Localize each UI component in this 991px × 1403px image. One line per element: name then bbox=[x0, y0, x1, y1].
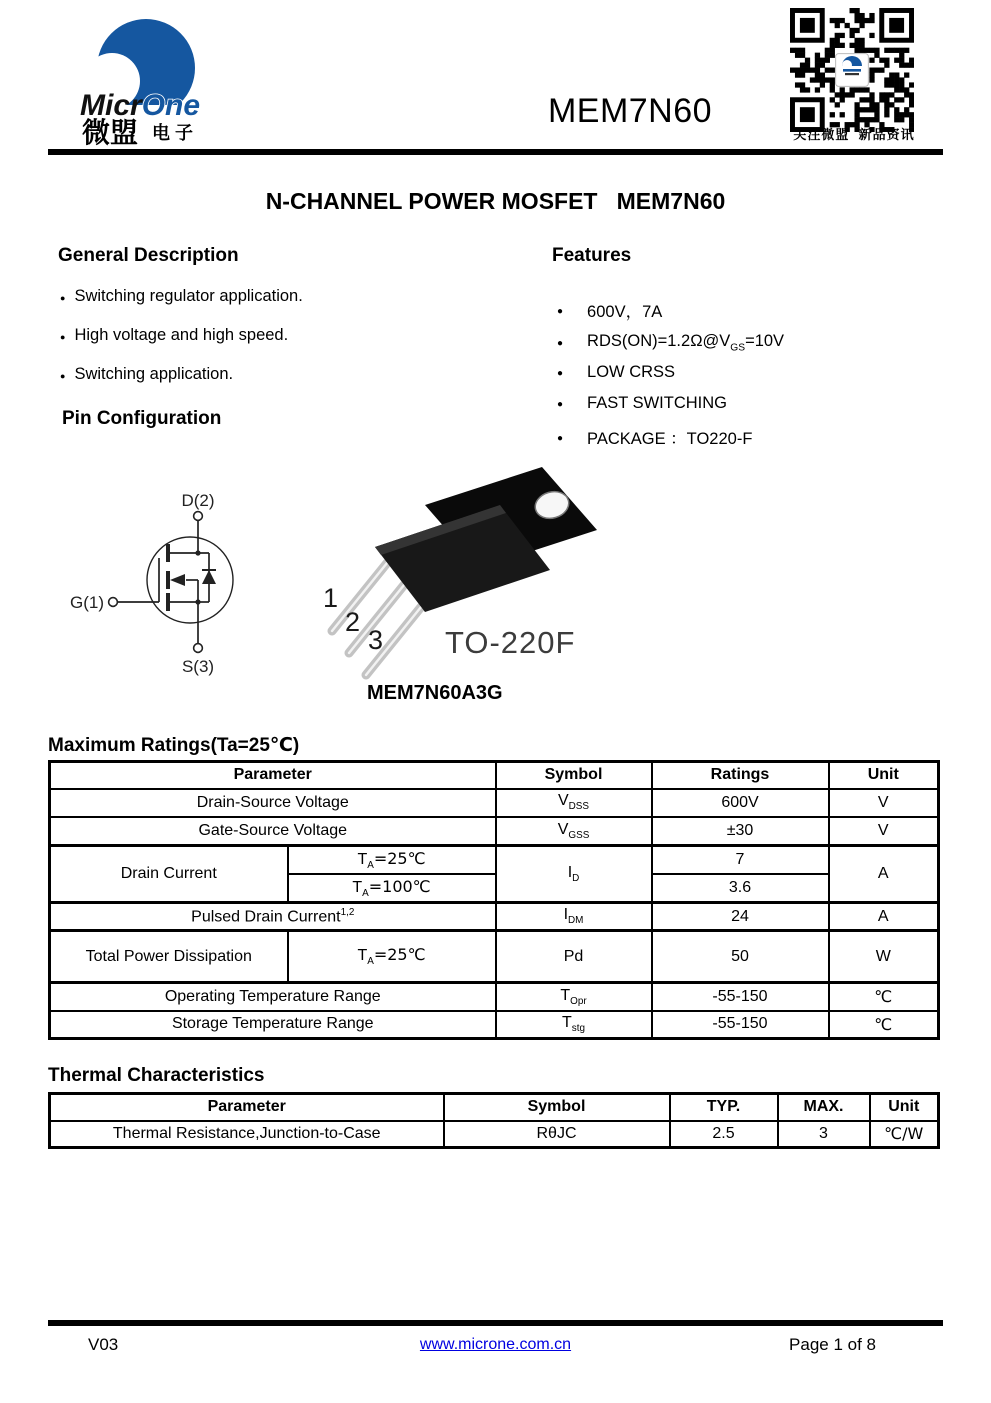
bullet-icon: ● bbox=[557, 368, 564, 379]
symbol-cell: $V_{GSS}$ bbox=[496, 817, 652, 846]
features-heading: Features bbox=[552, 245, 632, 266]
column-header: Symbol bbox=[496, 762, 652, 789]
general-item-text: Switching regulator application. bbox=[74, 287, 303, 305]
source-label: S(3) bbox=[181, 657, 215, 676]
unit-cell: ℃ bbox=[829, 1011, 939, 1039]
bullet-icon: ● bbox=[60, 370, 66, 381]
list-item bbox=[557, 298, 662, 322]
symbol-cell: $T_{Opr}$ bbox=[496, 983, 652, 1011]
rating-cell: 3.6 bbox=[652, 874, 829, 903]
general-item-text: High voltage and high speed. bbox=[74, 326, 289, 344]
bullet-icon: ● bbox=[60, 331, 66, 342]
footer-version: V03 bbox=[88, 1335, 119, 1354]
page-title: N-CHANNEL POWER MOSFET MEM7N60 bbox=[265, 188, 726, 214]
typ-cell: 2.5 bbox=[670, 1121, 778, 1148]
channel-arrow-icon bbox=[170, 574, 185, 586]
gate-terminal bbox=[109, 598, 118, 607]
table-row bbox=[50, 931, 939, 983]
microne-logo bbox=[72, 18, 224, 146]
rating-cell: 24 bbox=[652, 903, 829, 931]
bullet-icon: ● bbox=[557, 432, 564, 444]
list-item bbox=[60, 326, 288, 345]
bullet-icon: ● bbox=[557, 305, 564, 317]
ordering-part-label: MEM7N60A3G bbox=[367, 682, 503, 704]
table-row bbox=[50, 983, 939, 1011]
column-header: MAX. bbox=[778, 1094, 870, 1121]
qr-caption: 关注微盟 新品资讯 bbox=[793, 127, 915, 142]
rating-cell: -55-150 bbox=[652, 1011, 829, 1039]
package-name-label: TO-220F bbox=[445, 625, 576, 660]
pin3-number: 3 bbox=[368, 625, 384, 655]
symbol-cell: $I_D$ bbox=[496, 846, 652, 903]
list-item bbox=[557, 425, 752, 449]
condition-cell: $T_A=100℃$ bbox=[288, 874, 496, 903]
list-item bbox=[60, 287, 303, 306]
feature-item-text: LOW CRSS bbox=[587, 363, 676, 381]
list-item bbox=[557, 332, 784, 353]
drain-terminal bbox=[194, 512, 203, 521]
header-rule bbox=[48, 149, 943, 155]
feature-item-text: $RDS(ON)=1.2\Omega@V_{GS}=10V$ bbox=[587, 332, 785, 354]
table-row bbox=[50, 1011, 939, 1039]
table-row bbox=[50, 817, 939, 846]
footer-rule bbox=[48, 1320, 943, 1326]
unit-cell: A bbox=[829, 846, 939, 903]
list-item bbox=[557, 363, 675, 382]
table-row bbox=[50, 1121, 939, 1148]
table-row bbox=[50, 903, 939, 931]
rating-cell: 600V bbox=[652, 789, 829, 817]
unit-cell: A bbox=[829, 903, 939, 931]
source-terminal bbox=[194, 644, 203, 653]
part-number-title: MEM7N60 bbox=[547, 92, 713, 130]
logo-wordmark: MicrOne bbox=[80, 89, 201, 122]
column-header: Parameter bbox=[50, 762, 496, 789]
column-header: TYP. bbox=[670, 1094, 778, 1121]
parameter-cell: Gate-Source Voltage bbox=[50, 817, 496, 846]
table-row bbox=[50, 846, 939, 874]
symbol-cell: Pd bbox=[496, 931, 652, 983]
unit-cell: ℃/W bbox=[870, 1121, 939, 1148]
symbol-cell: $V_{DSS}$ bbox=[496, 789, 652, 817]
qr-code bbox=[790, 8, 914, 132]
pin1-number: 1 bbox=[323, 583, 339, 613]
condition-cell: $T_A=25℃$ bbox=[288, 846, 496, 874]
column-header: Unit bbox=[870, 1094, 939, 1121]
column-header: Symbol bbox=[444, 1094, 670, 1121]
mosfet-symbol-diagram bbox=[62, 480, 302, 692]
max-ratings-heading: Maximum Ratings(Ta=25℃) bbox=[48, 735, 300, 756]
drain-label: D(2) bbox=[181, 491, 215, 510]
column-header: Unit bbox=[829, 762, 939, 789]
gate-label: G(1) bbox=[70, 593, 104, 612]
pin2-number: 2 bbox=[345, 607, 361, 637]
feature-item-text: PACKAGE ：TO220-F bbox=[587, 430, 753, 448]
unit-cell: V bbox=[829, 817, 939, 846]
pin-configuration-heading: Pin Configuration bbox=[62, 408, 222, 429]
feature-item-text: 600V，7A bbox=[587, 303, 663, 321]
logo-cn-main: 微盟 bbox=[82, 117, 139, 146]
bullet-icon: ● bbox=[60, 292, 66, 303]
unit-cell: W bbox=[829, 931, 939, 983]
parameter-cell: Storage Temperature Range bbox=[50, 1011, 496, 1039]
bullet-icon: ● bbox=[557, 399, 564, 410]
column-header: Ratings bbox=[652, 762, 829, 789]
parameter-cell: Pulsed Drain Current$^{1,2}$ bbox=[50, 903, 496, 931]
to220f-package-image bbox=[305, 455, 650, 683]
symbol-cell: $T_{stg}$ bbox=[496, 1011, 652, 1039]
list-item bbox=[557, 394, 727, 413]
parameter-cell: Thermal Resistance,Junction-to-Case bbox=[50, 1121, 444, 1148]
thermal-heading: Thermal Characteristics bbox=[48, 1065, 265, 1086]
parameter-cell: Drain-Source Voltage bbox=[50, 789, 496, 817]
unit-cell: ℃ bbox=[829, 983, 939, 1011]
column-header: Parameter bbox=[50, 1094, 444, 1121]
rating-cell: 50 bbox=[652, 931, 829, 983]
bullet-icon: ● bbox=[557, 338, 564, 350]
footer-page-number: Page 1 of 8 bbox=[789, 1335, 876, 1354]
list-item bbox=[60, 365, 233, 384]
rating-cell: ±30 bbox=[652, 817, 829, 846]
condition-cell: $T_A=25℃$ bbox=[288, 931, 496, 983]
parameter-cell: Operating Temperature Range bbox=[50, 983, 496, 1011]
thermal-table bbox=[48, 1092, 940, 1149]
max-ratings-table bbox=[48, 760, 940, 1040]
symbol-cell: RθJC bbox=[444, 1121, 670, 1148]
rating-cell: -55-150 bbox=[652, 983, 829, 1011]
general-item-text: Switching application. bbox=[74, 365, 234, 383]
max-cell: 3 bbox=[778, 1121, 870, 1148]
parameter-cell: Drain Current bbox=[50, 846, 288, 903]
feature-item-text: FAST SWITCHING bbox=[587, 394, 727, 412]
logo-cn-sub: 电子 bbox=[152, 123, 198, 143]
table-row bbox=[50, 789, 939, 817]
unit-cell: V bbox=[829, 789, 939, 817]
parameter-cell: Total Power Dissipation bbox=[50, 931, 288, 983]
symbol-cell: $I_{DM}$ bbox=[496, 903, 652, 931]
body-diode-icon bbox=[202, 570, 216, 584]
footer-website-link[interactable]: www.microne.com.cn bbox=[419, 1336, 572, 1353]
general-description-heading: General Description bbox=[58, 245, 239, 266]
rating-cell: 7 bbox=[652, 846, 829, 874]
